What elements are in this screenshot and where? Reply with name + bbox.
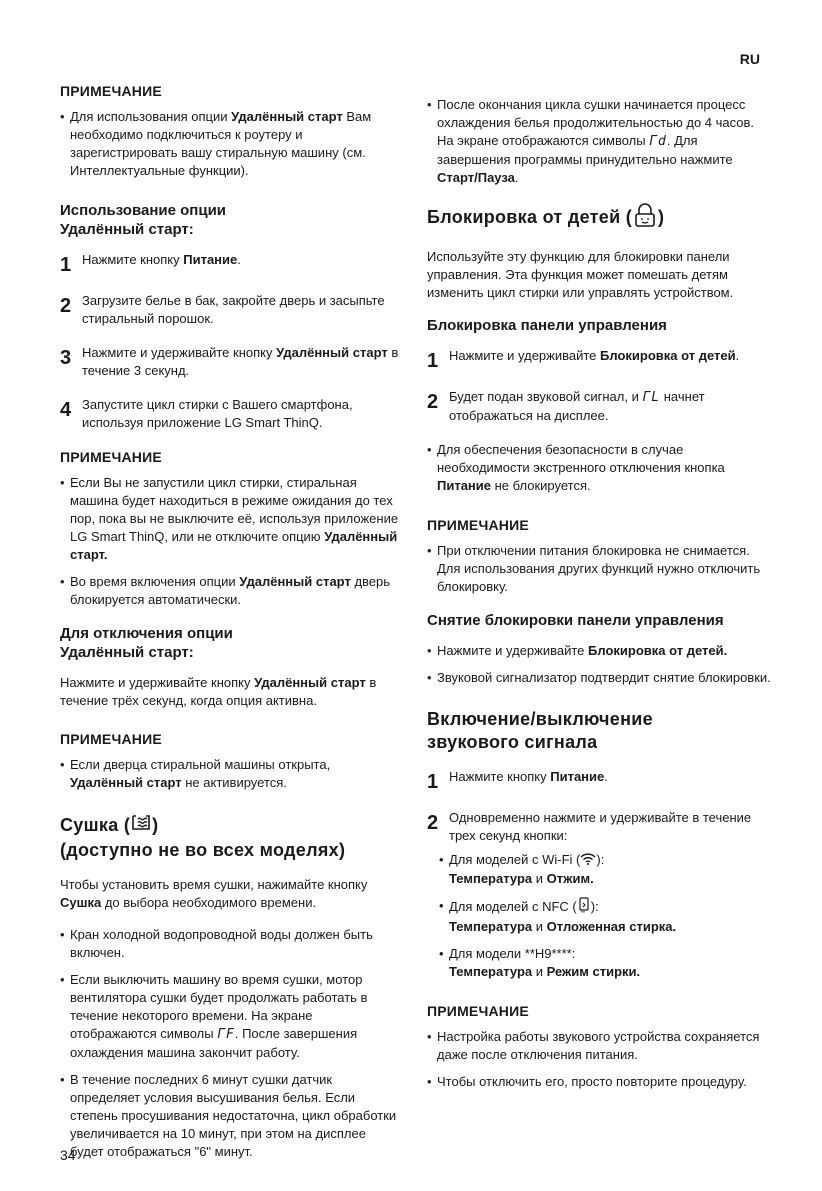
step-2: 2 Загрузите белье в бак, закройте дверь и засыпьте стиральный порошок. [60, 293, 385, 326]
panel-lock-heading: Блокировка панели управления [427, 317, 667, 334]
nfc-models-item: • Для моделей с NFC ( ): Температура и Отложенная стирка. [439, 897, 772, 936]
unlock-bullet: • Нажмите и удерживайте Блокировка от детей. [427, 642, 772, 660]
display-symbol-cd: Γd [649, 134, 667, 149]
drying-heading: Сушка ( ) (доступно не во всех моделях) [60, 814, 346, 860]
disable-remote-text: Нажмите и удерживайте кнопку Удалённый старт в течение трёх секунд, когда опция активна. [60, 675, 377, 708]
wifi-models-item: • Для моделей с Wi-Fi ( ): Температура и Отжим. [439, 851, 772, 888]
note-bullet: • Если Вы не запустили цикл стирки, стиральная машина будет находиться в режиме ожидания до тех пор, пока вы не выключите её, используя приложение LG Smart ThinQ, или не отключите опцию Удалённый старт. [60, 474, 400, 564]
language-code: RU [739, 51, 760, 67]
step-1: 1 Нажмите кнопку Питание. [60, 252, 241, 276]
note-heading: ПРИМЕЧАНИЕ [60, 731, 162, 747]
step-4: 4 Запустите цикл стирки с Вашего смартфона, используя приложение LG Smart ThinQ. [60, 397, 353, 430]
note-heading: ПРИМЕЧАНИЕ [427, 1002, 529, 1019]
note-bullet: • Настройка работы звукового устройства сохраняется даже после отключения питания. [427, 1028, 772, 1064]
page-number: 34 [60, 1147, 76, 1163]
display-symbol-cl: ΓL [642, 390, 661, 405]
drying-bullet: • Если выключить машину во время сушки, мотор вентилятора сушки будет продолжать работать в течение некоторого времени. На экране отображаются символы ΓF. После завершения охлаждения машина закончит работу. [60, 971, 400, 1062]
note-bullet: • Чтобы отключить его, просто повторите процедуру. [427, 1073, 772, 1091]
step-1: 1 Нажмите и удерживайте Блокировка от детей. [427, 348, 740, 372]
wifi-icon [580, 852, 596, 870]
child-lock-bullet: • Для обеспечения безопасности в случае необходимости экстренного отключения кнопка Питание не блокируется. [427, 441, 772, 495]
note-bullet: • При отключении питания блокировка не снимается. Для использования других функций нужно отключить блокировку. [427, 542, 772, 596]
drying-icon [130, 813, 152, 839]
note-heading: ПРИМЕЧАНИЕ [427, 517, 529, 533]
step-3: 3 Нажмите и удерживайте кнопку Удалённый старт в течение 3 секунд. [60, 345, 399, 378]
drying-bullet: • В течение последних 6 минут сушки датчик определяет условия высушивания белья. Если степень просушивания недостаточна, цикл обработки увеличивается на 10 минут, при этом на дисплее будет отображаться "6" минут. [60, 1071, 400, 1161]
sound-heading: Включение/выключение звукового сигнала [427, 709, 653, 752]
disable-remote-heading: Для отключения опции Удалённый старт: [60, 625, 233, 661]
right-column [427, 96, 772, 1100]
child-lock-icon [632, 202, 658, 234]
unlock-heading: Снятие блокировки панели управления [427, 612, 724, 629]
drying-intro: Чтобы установить время сушки, нажимайте кнопку Сушка до выбора необходимого времени. [60, 877, 368, 910]
left-column [60, 82, 400, 1170]
drying-bullet: • Кран холодной водопроводной воды должен быть включен. [60, 926, 400, 962]
step-1: 1 Нажмите кнопку Питание. [427, 769, 608, 793]
note-bullet: • Для использования опции Удалённый старт Вам необходимо подключиться к роутеру и зарегистрировать вашу стиральную машину (см. Интеллектуальные функции). [60, 108, 400, 180]
note-bullet: • Во время включения опции Удалённый старт дверь блокируется автоматически. [60, 573, 400, 609]
note-heading: ПРИМЕЧАНИЕ [60, 449, 162, 465]
cooling-bullet: • После окончания цикла сушки начинается процесс охлаждения белья продолжительностью до 4 часов. На экране отображаются символы Γd. Для завершения программы принудительно нажмите Старт/Пауза. [427, 96, 772, 187]
nfc-icon [577, 897, 591, 918]
display-symbol-cf: ΓF [217, 1027, 235, 1042]
note-bullet: • Если дверца стиральной машины открыта, Удалённый старт не активируется. [60, 756, 400, 792]
child-lock-intro: Используйте эту функцию для блокировки панели управления. Эта функция может помешать детям изменить цикл стирки или управлять устройством. [427, 249, 734, 300]
note-heading: ПРИМЕЧАНИЕ [60, 83, 162, 99]
use-remote-heading: Использование опции Удалённый старт: [60, 202, 227, 238]
h9-model-item: • Для модели **H9****: Температура и Режим стирки. [439, 945, 772, 981]
child-lock-heading: Блокировка от детей ( ) [427, 202, 772, 234]
unlock-bullet: • Звуковой сигнализатор подтвердит снятие блокировки. [427, 669, 772, 687]
step-2: 2 Будет подан звуковой сигнал, и ΓL начнет отображаться на дисплее. [427, 389, 705, 423]
step-2: 2 Одновременно нажмите и удерживайте в течение трех секунд кнопки: [427, 810, 752, 843]
